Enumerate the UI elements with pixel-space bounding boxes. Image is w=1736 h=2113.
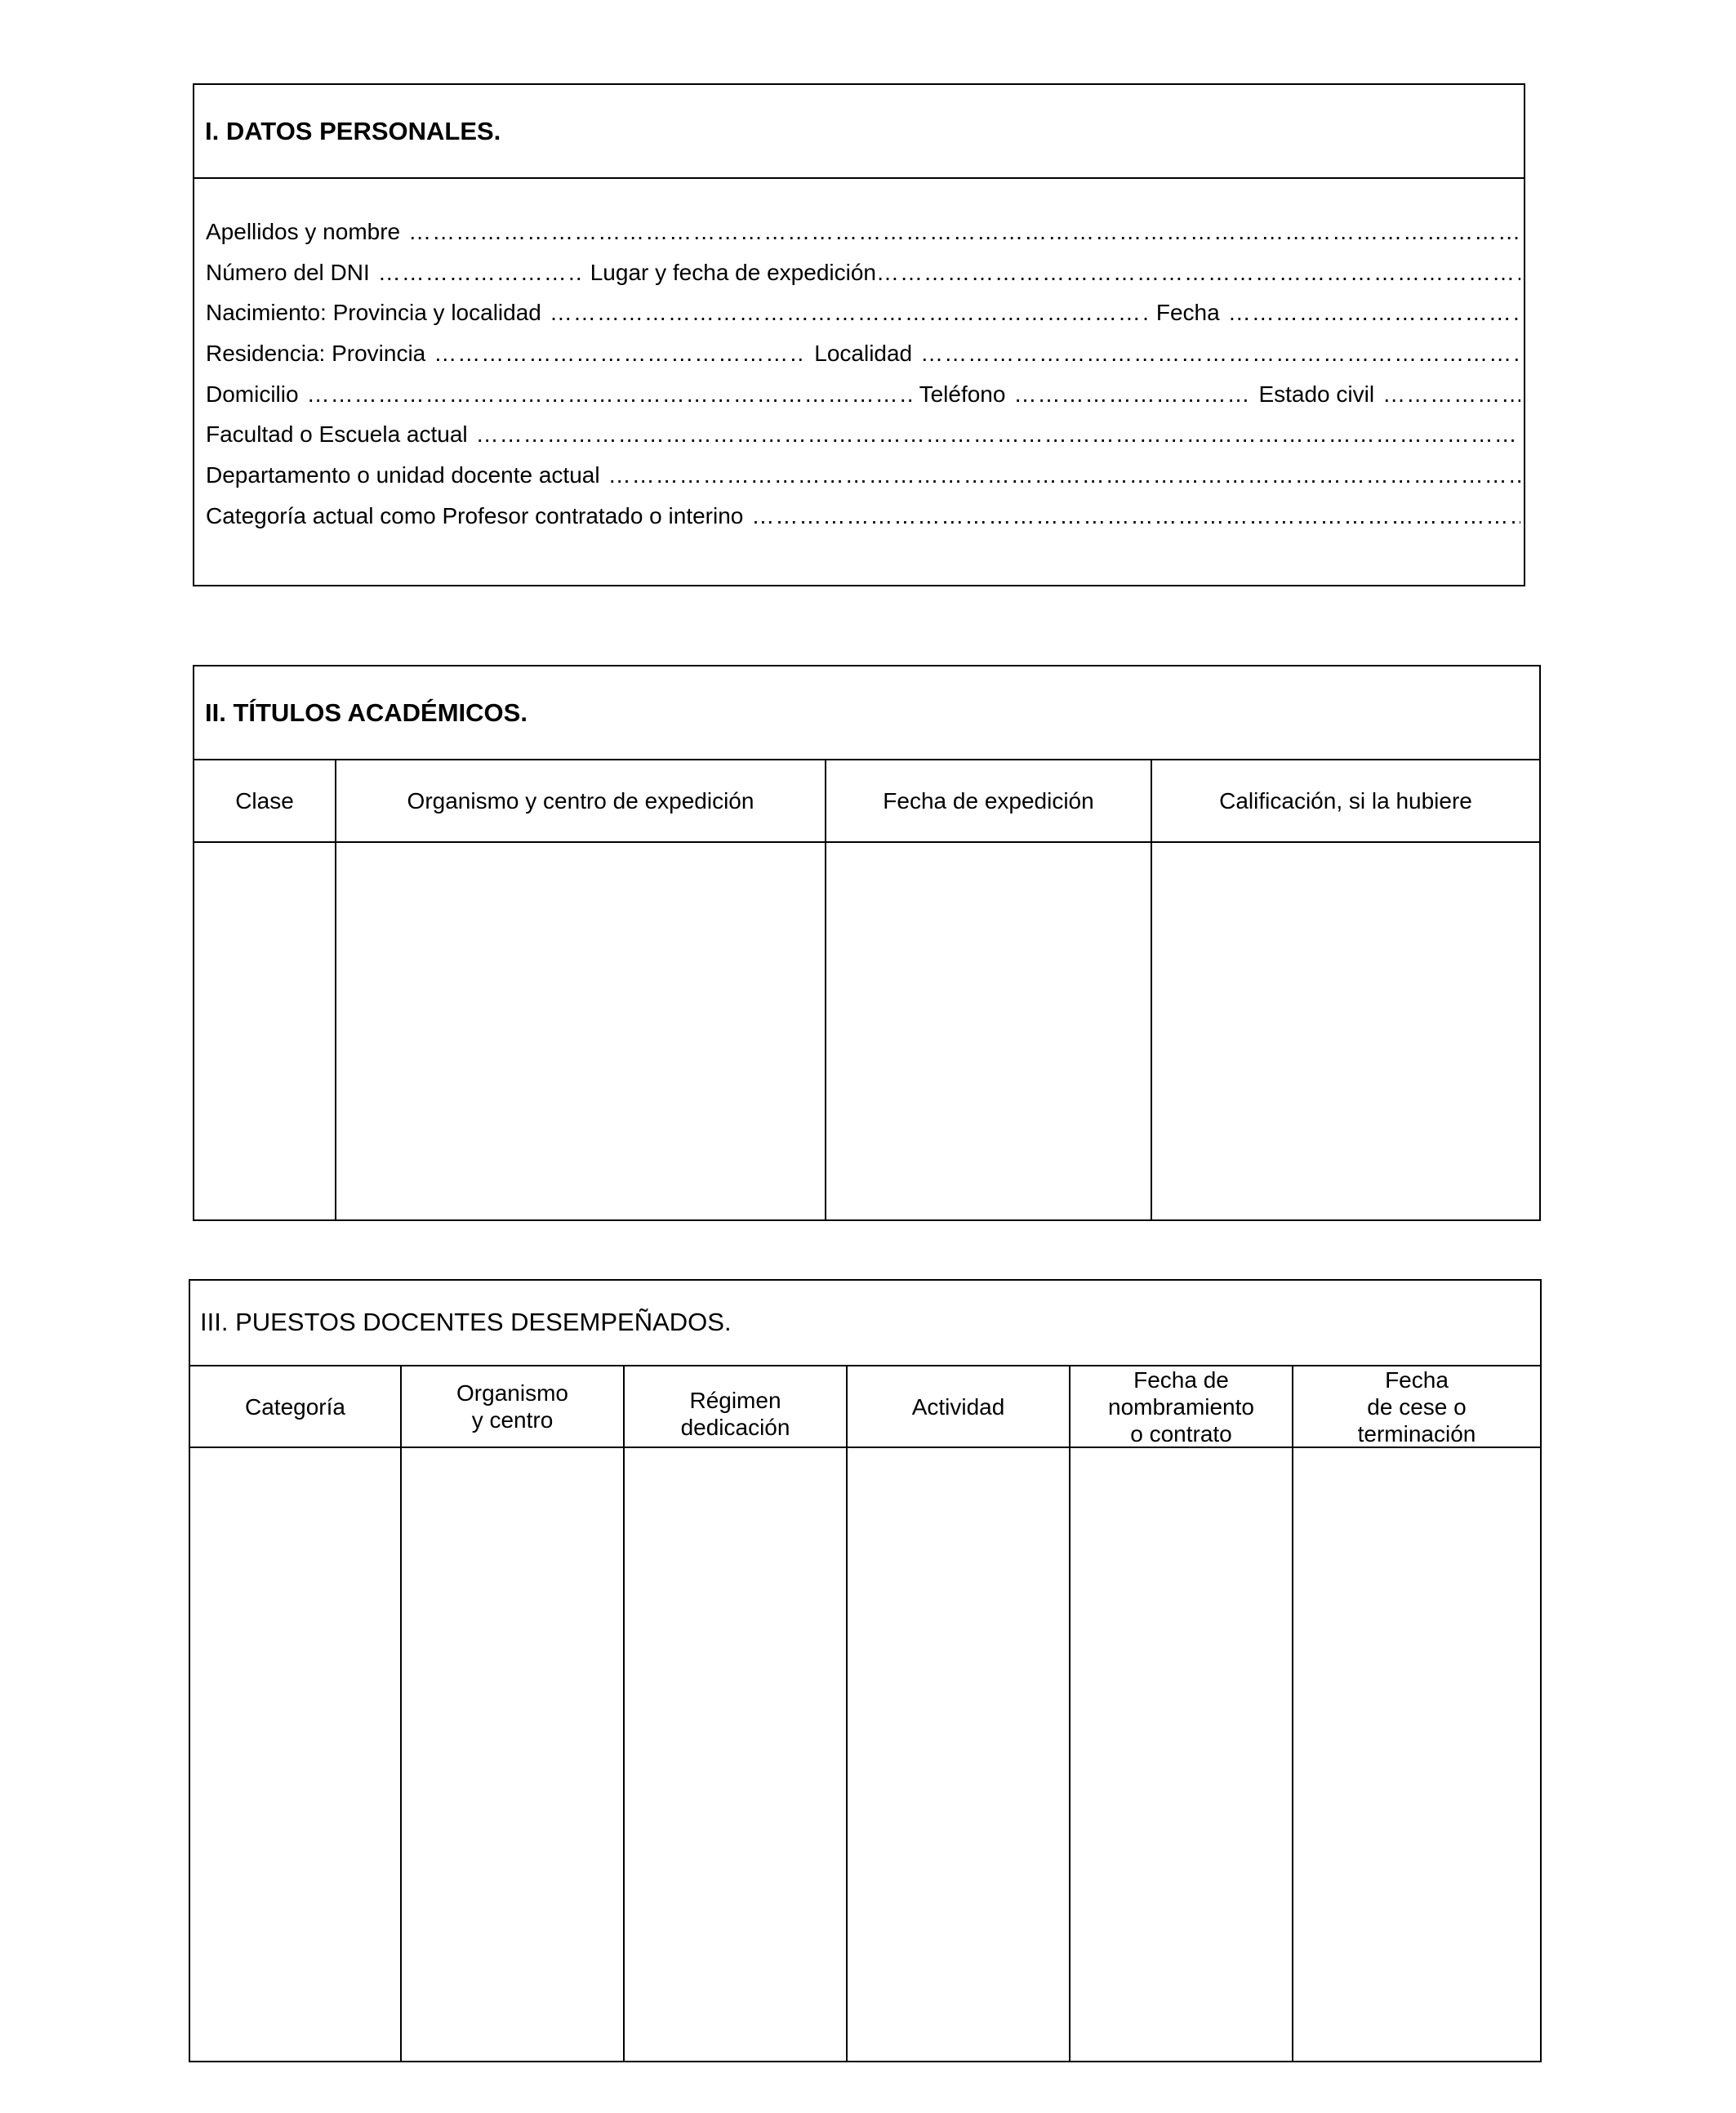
field-nacimiento[interactable] (206, 300, 1520, 332)
col-header-organismo: Organismo y centro de expedición (407, 788, 754, 814)
col-header-fecha-nombramiento: Fecha de nombramiento o contrato (1108, 1366, 1254, 1447)
field-categoria-label: Categoría actual como Profesor contratado o interino (206, 503, 744, 528)
field-categoria[interactable] (206, 503, 1520, 536)
field-domicilio-label: Domicilio (206, 381, 299, 407)
titulos-academicos-table (193, 665, 1541, 1221)
field-dni[interactable] (206, 260, 1520, 292)
puestos-header-divider (189, 1447, 1542, 1448)
titulos-header-divider (193, 841, 1541, 843)
fill-line (434, 341, 806, 367)
fill-line (608, 462, 1520, 488)
col-header-actividad: Actividad (911, 1393, 1005, 1420)
col-header-organismo-centro: Organismo y centro (456, 1380, 568, 1433)
field-residencia-label: Residencia: Provincia (206, 341, 426, 366)
fill-line (920, 341, 1520, 367)
col-header-fecha-expedicion: Fecha de expedición (883, 788, 1094, 814)
puestos-col-divider (1292, 1365, 1293, 2062)
field-estado-civil-label: Estado civil (1258, 381, 1375, 407)
fill-line (476, 421, 1520, 448)
col-header-categoria: Categoría (245, 1393, 345, 1420)
field-domicilio[interactable] (206, 381, 1520, 414)
field-facultad-label: Facultad o Escuela actual (206, 421, 468, 447)
puestos-col-divider (623, 1365, 625, 2062)
fill-line (876, 260, 1520, 286)
field-lugar-fecha-label: Lugar y fecha de expedición (590, 260, 876, 285)
puestos-col-divider (1069, 1365, 1071, 2062)
field-localidad-label: Localidad (814, 341, 913, 366)
field-dni-label: Número del DNI (206, 260, 370, 285)
field-telefono-label: Teléfono (919, 381, 1006, 407)
field-departamento[interactable] (206, 462, 1520, 495)
fill-line (751, 503, 1520, 529)
puestos-col-divider (846, 1365, 848, 2062)
field-facultad[interactable] (206, 421, 1520, 454)
col-header-fecha-cese: Fecha de cese o terminación (1357, 1366, 1476, 1447)
fill-line (378, 260, 582, 286)
fill-line (1382, 381, 1520, 408)
fill-line (1228, 300, 1520, 326)
field-nacimiento-label: Nacimiento: Provincia y localidad (206, 300, 541, 325)
fill-line (550, 300, 1148, 326)
col-header-calificacion: Calificación, si la hubiere (1219, 788, 1472, 814)
datos-personales-title: I. DATOS PERSONALES. (205, 117, 501, 145)
field-departamento-label: Departamento o unidad docente actual (206, 462, 600, 488)
puestos-docentes-title: III. PUESTOS DOCENTES DESEMPEÑADOS. (200, 1308, 732, 1336)
puestos-col-divider (400, 1365, 402, 2062)
field-apellidos-label: Apellidos y nombre (206, 219, 401, 244)
col-header-regimen: Régimen dedicación (680, 1388, 790, 1440)
field-residencia[interactable] (206, 341, 1520, 373)
field-apellidos[interactable] (206, 219, 1520, 252)
titulos-academicos-title: II. TÍTULOS ACADÉMICOS. (205, 698, 527, 727)
fill-line (408, 219, 1520, 245)
col-header-clase: Clase (235, 788, 294, 814)
fill-line (1013, 381, 1250, 408)
fill-line (307, 381, 911, 408)
datos-personales-title-divider (193, 177, 1525, 179)
field-fecha-label: Fecha (1155, 300, 1220, 325)
